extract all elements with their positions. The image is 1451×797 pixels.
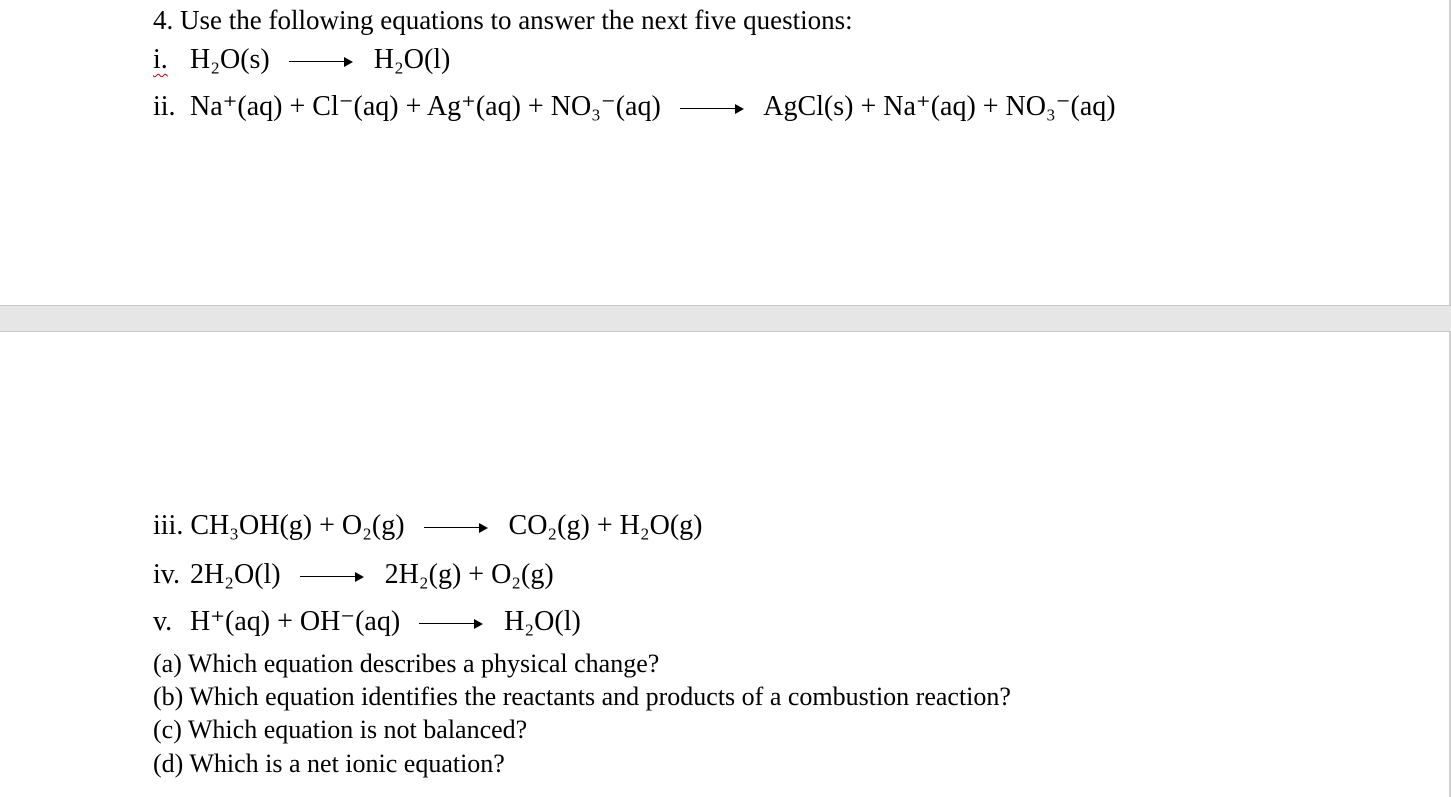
question-intro: 4. Use the following equations to answer the next five questions:: [153, 5, 853, 35]
equation-number: iii.: [153, 510, 184, 541]
right-arrow-icon: [289, 55, 353, 69]
equation-number: iv.: [153, 559, 180, 590]
equation-number: v.: [153, 606, 173, 637]
document-page-1: [0, 0, 1451, 305]
equation-products: AgCl(s) + Na⁺(aq) + NO₃⁻(aq): [763, 91, 1116, 122]
equation-reactants: 2H₂O(l): [190, 559, 281, 590]
equation-products: CO₂(g) + H₂O(g): [508, 510, 703, 541]
equation-reactants: H₂O(s): [190, 44, 270, 75]
subquestion-b: (b) Which equation identifies the reactants and products of a combustion reaction?: [153, 682, 1011, 711]
page-break-gap: [0, 305, 1451, 332]
subquestion-a: (a) Which equation describes a physical change?: [153, 649, 660, 678]
subquestion-c: (c) Which equation is not balanced?: [153, 715, 528, 744]
right-arrow-icon: [419, 617, 483, 631]
equation-products: H₂O(l): [504, 606, 581, 637]
equation-ii: [153, 91, 1116, 123]
equation-iv: [153, 559, 554, 591]
equation-v: [153, 606, 581, 638]
document-page-2: [0, 332, 1451, 797]
equation-reactants: H⁺(aq) + OH⁻(aq): [190, 606, 401, 637]
equation-iii: [153, 510, 702, 542]
right-arrow-icon: [680, 102, 744, 116]
equation-number: i.: [153, 44, 168, 75]
subquestion-d: (d) Which is a net ionic equation?: [153, 749, 505, 778]
right-arrow-icon: [300, 570, 364, 584]
equation-number: ii.: [153, 91, 176, 122]
right-arrow-icon: [424, 521, 488, 535]
equation-reactants: CH₃OH(g) + O₂(g): [190, 510, 405, 541]
equation-reactants: Na⁺(aq) + Cl⁻(aq) + Ag⁺(aq) + NO₃⁻(aq): [190, 91, 661, 122]
equation-i: [153, 44, 450, 76]
equation-products: H₂O(l): [373, 44, 451, 75]
equation-products: 2H₂(g) + O₂(g): [384, 559, 554, 590]
